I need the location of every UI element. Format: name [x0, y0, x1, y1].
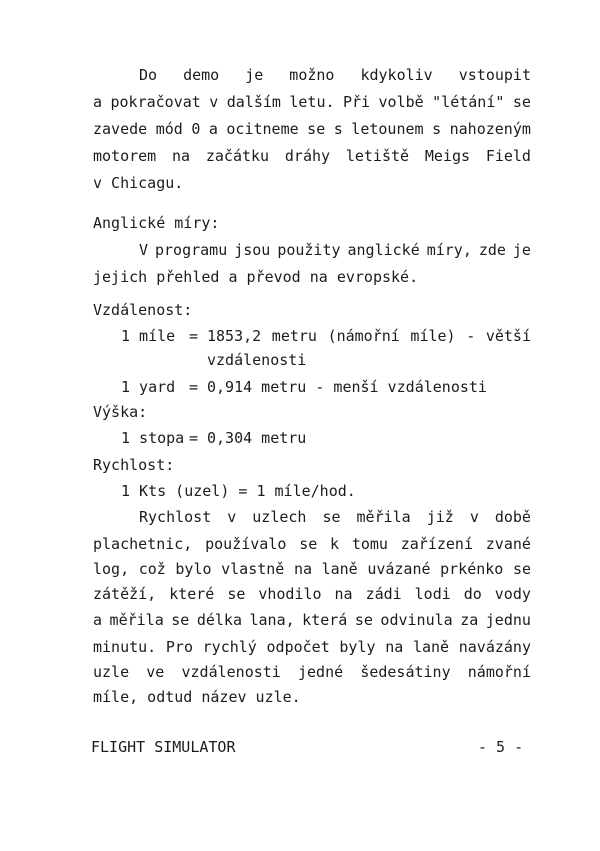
word: začátku [205, 147, 270, 165]
word: odvinula [380, 611, 453, 629]
heading-units-line [0, 210, 600, 236]
word: míry, [426, 241, 472, 259]
word: bylo [175, 560, 212, 578]
word: šedesátiny [360, 663, 451, 681]
para1-line-4-words [93, 143, 531, 169]
foot-equals: = [189, 429, 199, 447]
word: Rychlost [139, 508, 212, 526]
word: jedné [298, 663, 344, 681]
para3-line-7 [0, 659, 600, 685]
foot-unit: 1 stopa [121, 429, 185, 447]
word: s [333, 120, 343, 138]
word: minutu. [93, 638, 157, 656]
para3-last-line: míle, odtud název uzle. [93, 688, 301, 706]
para3-line-4 [0, 581, 600, 607]
word: tomu [351, 535, 388, 553]
word: jsou [234, 241, 271, 259]
word: s [432, 120, 442, 138]
page-number: - 5 - [478, 738, 524, 756]
word: Field [485, 147, 531, 165]
word: rychlý [202, 638, 257, 656]
footer-title: FLIGHT SIMULATOR [91, 738, 236, 756]
page-footer [0, 734, 600, 760]
word: v [227, 508, 237, 526]
word: dráhy [284, 147, 331, 165]
word: zádi [365, 585, 402, 603]
yard-value: 0,914 metru - menší vzdálenosti [207, 378, 487, 396]
word: se [307, 120, 326, 138]
para1-line-1 [0, 62, 600, 88]
word: letounem [351, 120, 424, 138]
para3-line-7-words [93, 659, 531, 685]
word: letu. [289, 93, 335, 111]
word: prkénko [440, 560, 504, 578]
word: se [299, 535, 318, 553]
word: letiště [345, 147, 410, 165]
word: a [93, 93, 103, 111]
word: pokračovat [110, 93, 201, 111]
word: odpočet [266, 638, 330, 656]
para3-line-6-words [93, 634, 531, 660]
heading-speed-line [0, 452, 600, 478]
para1-line-2-words [93, 89, 531, 115]
word: mód [155, 120, 183, 138]
word: zátěží, [93, 585, 157, 603]
word: v [209, 93, 219, 111]
para1-line-3 [0, 116, 600, 142]
word: na [334, 585, 353, 603]
word: byly [339, 638, 376, 656]
word: nahozeným [449, 120, 531, 138]
heading-speed: Rychlost: [93, 456, 175, 474]
mile-value-words [207, 323, 531, 349]
word: (námořní [327, 327, 400, 345]
para2-line-1-words [139, 237, 531, 263]
word: jednu [485, 611, 531, 629]
word: plachetnic, [93, 535, 193, 553]
word: lana, [249, 611, 295, 629]
word: která [302, 611, 348, 629]
word: na [293, 560, 312, 578]
word: uzle [93, 663, 130, 681]
heading-distance: Vzdálenost: [93, 301, 193, 319]
mile-value-continued: vzdálenosti [207, 351, 307, 369]
yard-row [0, 374, 600, 400]
para3-line-2 [0, 531, 600, 557]
knot-definition: 1 Kts (uzel) = 1 míle/hod. [121, 482, 356, 500]
para2-last-line: jejich přehled a převod na evropské. [93, 268, 419, 286]
word: anglické [347, 241, 420, 259]
foot-row [0, 425, 600, 451]
word: za [460, 611, 479, 629]
para3-line-6 [0, 634, 600, 660]
word: možno [289, 66, 335, 84]
para2-line-2 [0, 264, 600, 290]
word: zde [478, 241, 506, 259]
word: se [171, 611, 190, 629]
word: se [512, 560, 531, 578]
word: a [208, 120, 218, 138]
word: zvané [485, 535, 531, 553]
word: délka [196, 611, 242, 629]
word: námořní [467, 663, 531, 681]
word: "létání" [432, 93, 505, 111]
word: metru [271, 327, 317, 345]
para1-last-line: v Chicagu. [93, 174, 184, 192]
heading-height: Výška: [93, 403, 148, 421]
word: době [494, 508, 531, 526]
word: 0 [191, 120, 201, 138]
word: větší [485, 327, 531, 345]
word: navázány [458, 638, 531, 656]
para1-line-3-words [93, 116, 531, 142]
word: k [330, 535, 340, 553]
para1-line-4 [0, 143, 600, 169]
word: 1853,2 [207, 327, 262, 345]
word: demo [183, 66, 220, 84]
yard-equals: = [189, 378, 199, 396]
word: vzdálenosti [181, 663, 281, 681]
word: uzlech [252, 508, 307, 526]
word: což [138, 560, 166, 578]
word: se [227, 585, 246, 603]
word: Do [139, 66, 158, 84]
word: V [139, 241, 149, 259]
para3-line-3-words [93, 556, 531, 582]
para3-line-1 [0, 504, 600, 530]
word: log, [93, 560, 130, 578]
word: měřila [356, 508, 411, 526]
word: Pro [165, 638, 193, 656]
para3-line-5-words [93, 607, 531, 633]
word: je [245, 66, 264, 84]
word: se [512, 93, 531, 111]
word: do [463, 585, 482, 603]
foot-value: 0,304 metru [207, 429, 307, 447]
word: vody [494, 585, 531, 603]
word: již [426, 508, 454, 526]
word: se [322, 508, 341, 526]
word: dalším [226, 93, 281, 111]
word: měřila [109, 611, 164, 629]
para3-line-8 [0, 684, 600, 710]
word: používalo [205, 535, 287, 553]
word: vstoupit [458, 66, 531, 84]
yard-unit: 1 yard [121, 378, 176, 396]
word: je [512, 241, 531, 259]
para3-line-4-words [93, 581, 531, 607]
para3-line-5 [0, 607, 600, 633]
word: Při [342, 93, 371, 111]
para2-line-1 [0, 237, 600, 263]
word: ocitneme [226, 120, 299, 138]
word: ve [146, 663, 165, 681]
para3-line-3 [0, 556, 600, 582]
para3-line-1-words [139, 504, 531, 530]
para1-line-1-words [139, 62, 531, 88]
para1-line-2 [0, 89, 600, 115]
word: kdykoliv [360, 66, 433, 84]
heading-height-line [0, 399, 600, 425]
word: použity [277, 241, 341, 259]
word: motorem [93, 147, 157, 165]
para1-line-5 [0, 170, 600, 196]
word: a [93, 611, 103, 629]
word: Meigs [424, 147, 471, 165]
word: se [354, 611, 373, 629]
word: zavede [93, 120, 148, 138]
word: - [466, 327, 476, 345]
mile-cont-row [0, 347, 600, 373]
word: laně [321, 560, 358, 578]
knot-row [0, 478, 600, 504]
word: lodi [414, 585, 451, 603]
mile-unit: 1 míle [121, 327, 176, 345]
word: zařízení [400, 535, 473, 553]
para3-line-2-words [93, 531, 531, 557]
mile-row [0, 323, 600, 349]
mile-equals: = [189, 327, 199, 345]
word: na [385, 638, 404, 656]
word: v [469, 508, 479, 526]
word: programu [155, 241, 228, 259]
word: vhodilo [258, 585, 322, 603]
word: které [169, 585, 215, 603]
heading-units: Anglické míry: [93, 214, 220, 232]
word: vlastně [221, 560, 285, 578]
heading-distance-line [0, 297, 600, 323]
word: na [172, 147, 191, 165]
word: volbě [378, 93, 424, 111]
word: míle) [410, 327, 456, 345]
word: laně [412, 638, 450, 656]
word: uvázané [367, 560, 431, 578]
